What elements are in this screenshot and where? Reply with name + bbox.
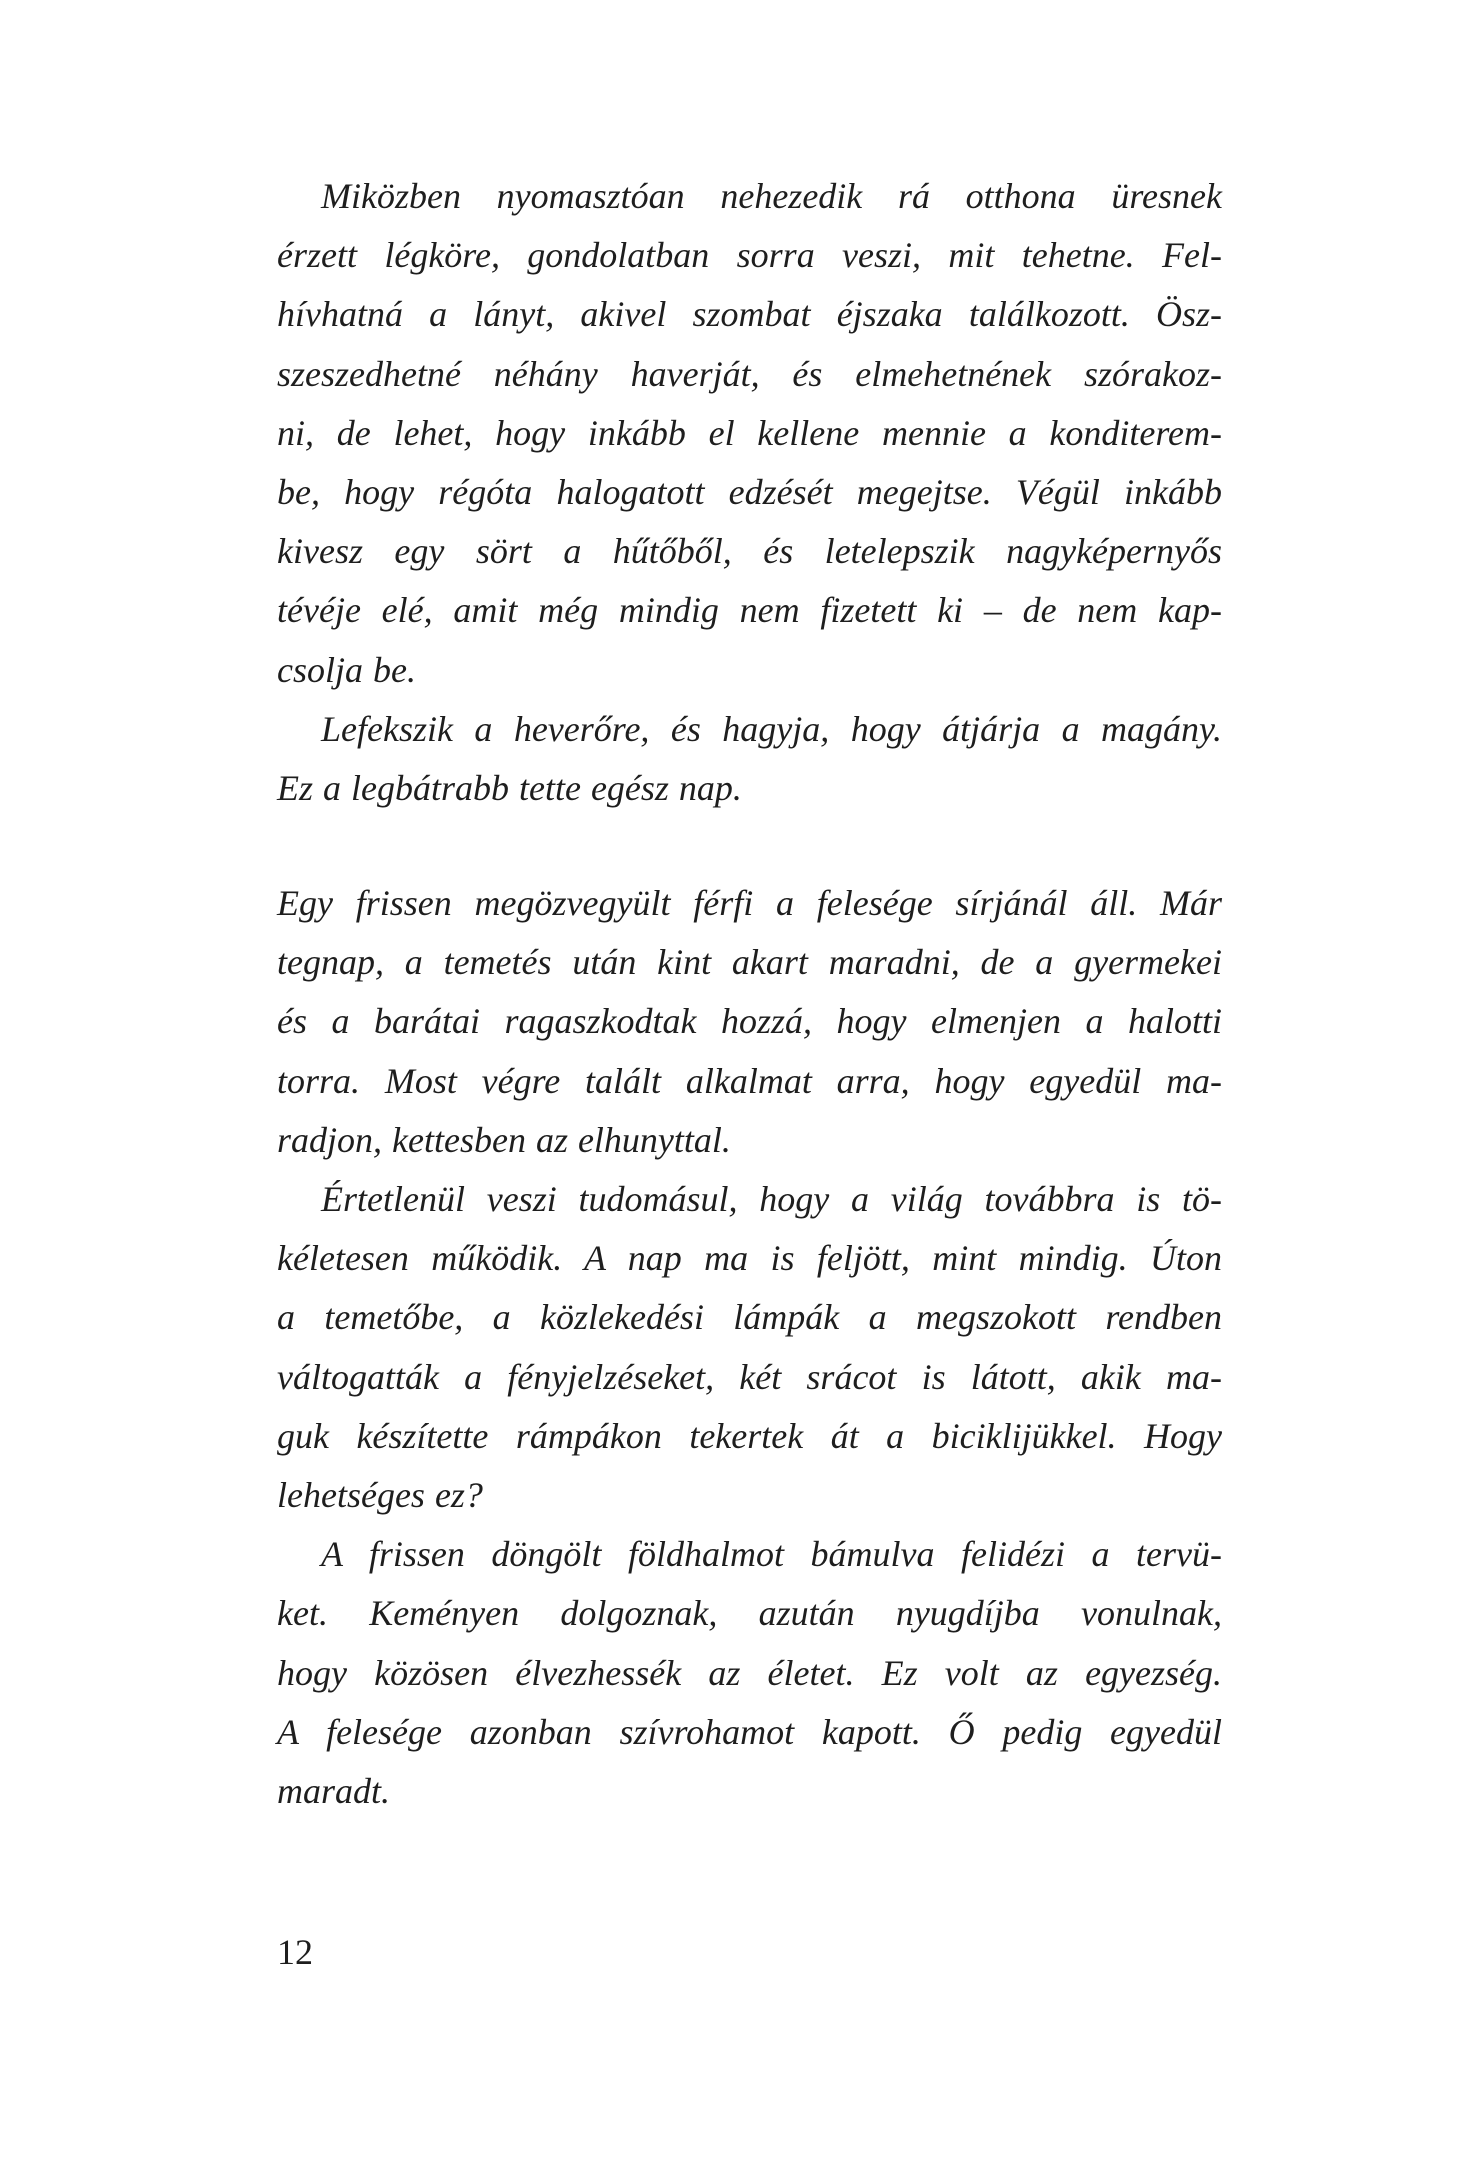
paragraph-block-2 bbox=[277, 874, 1222, 1821]
text-line: tévéje elé, amit még mindig nem fizetett ki – de nem kap- bbox=[277, 590, 1222, 631]
text-line: csolja be. bbox=[277, 649, 416, 690]
page-number: 12 bbox=[277, 1932, 313, 1972]
text-line: A frissen döngölt földhalmot bámulva felidézi a tervü- bbox=[321, 1534, 1222, 1575]
text-line: Ez a legbátrabb tette egész nap. bbox=[277, 768, 742, 809]
text-line: tegnap, a temetés után kint akart maradni, de a gyermekei bbox=[277, 942, 1222, 983]
text-line: maradt. bbox=[277, 1771, 391, 1812]
text-line: Miközben nyomasztóan nehezedik rá otthona üresnek bbox=[321, 176, 1222, 216]
text-line: A felesége azonban szívrohamot kapott. Ő pedig egyedül bbox=[277, 1711, 1222, 1752]
text-line: torra. Most végre talált alkalmat arra, hogy egyedül ma- bbox=[277, 1060, 1222, 1101]
text-line: ni, de lehet, hogy inkább el kellene mennie a konditerem- bbox=[277, 412, 1222, 453]
text-line: Egy frissen megözvegyült férfi a felesége sírjánál áll. Már bbox=[277, 883, 1222, 923]
text-line: kéletesen működik. A nap ma is feljött, mint mindig. Úton bbox=[277, 1238, 1222, 1279]
text-line: hogy közösen élvezhessék az életet. Ez volt az egyezség. bbox=[277, 1652, 1222, 1693]
text-line: érzett légköre, gondolatban sorra veszi, mit tehetne. Fel- bbox=[277, 235, 1222, 276]
text-line: és a barátai ragaszkodtak hozzá, hogy elmenjen a halotti bbox=[277, 1001, 1222, 1042]
text-line: Értetlenül veszi tudomásul, hogy a világ továbbra is tö- bbox=[321, 1179, 1222, 1220]
text-line: szeszedhetné néhány haverját, és elmehetnének szórakoz- bbox=[277, 353, 1222, 394]
text-line: váltogatták a fényjelzéseket, két srácot is látott, akik ma- bbox=[277, 1356, 1222, 1397]
text-line: hívhatná a lányt, akivel szombat éjszaka találkozott. Ösz- bbox=[277, 294, 1222, 335]
text-line: radjon, kettesben az elhunyttal. bbox=[277, 1119, 731, 1160]
text-line: guk készítette rámpákon tekertek át a biciklijükkel. Hogy bbox=[277, 1415, 1222, 1456]
paragraph-block-1 bbox=[277, 167, 1222, 818]
text-line: be, hogy régóta halogatott edzését megejtse. Végül inkább bbox=[277, 472, 1222, 513]
text-line: kivesz egy sört a hűtőből, és letelepszik nagyképernyős bbox=[277, 531, 1222, 572]
text-line: ket. Keményen dolgoznak, azután nyugdíjba vonulnak, bbox=[277, 1593, 1222, 1634]
text-line: Lefekszik a heverőre, és hagyja, hogy átjárja a magány. bbox=[321, 708, 1222, 749]
text-line: a temetőbe, a közlekedési lámpák a megszokott rendben bbox=[277, 1297, 1222, 1338]
text-line: lehetséges ez? bbox=[277, 1475, 483, 1516]
